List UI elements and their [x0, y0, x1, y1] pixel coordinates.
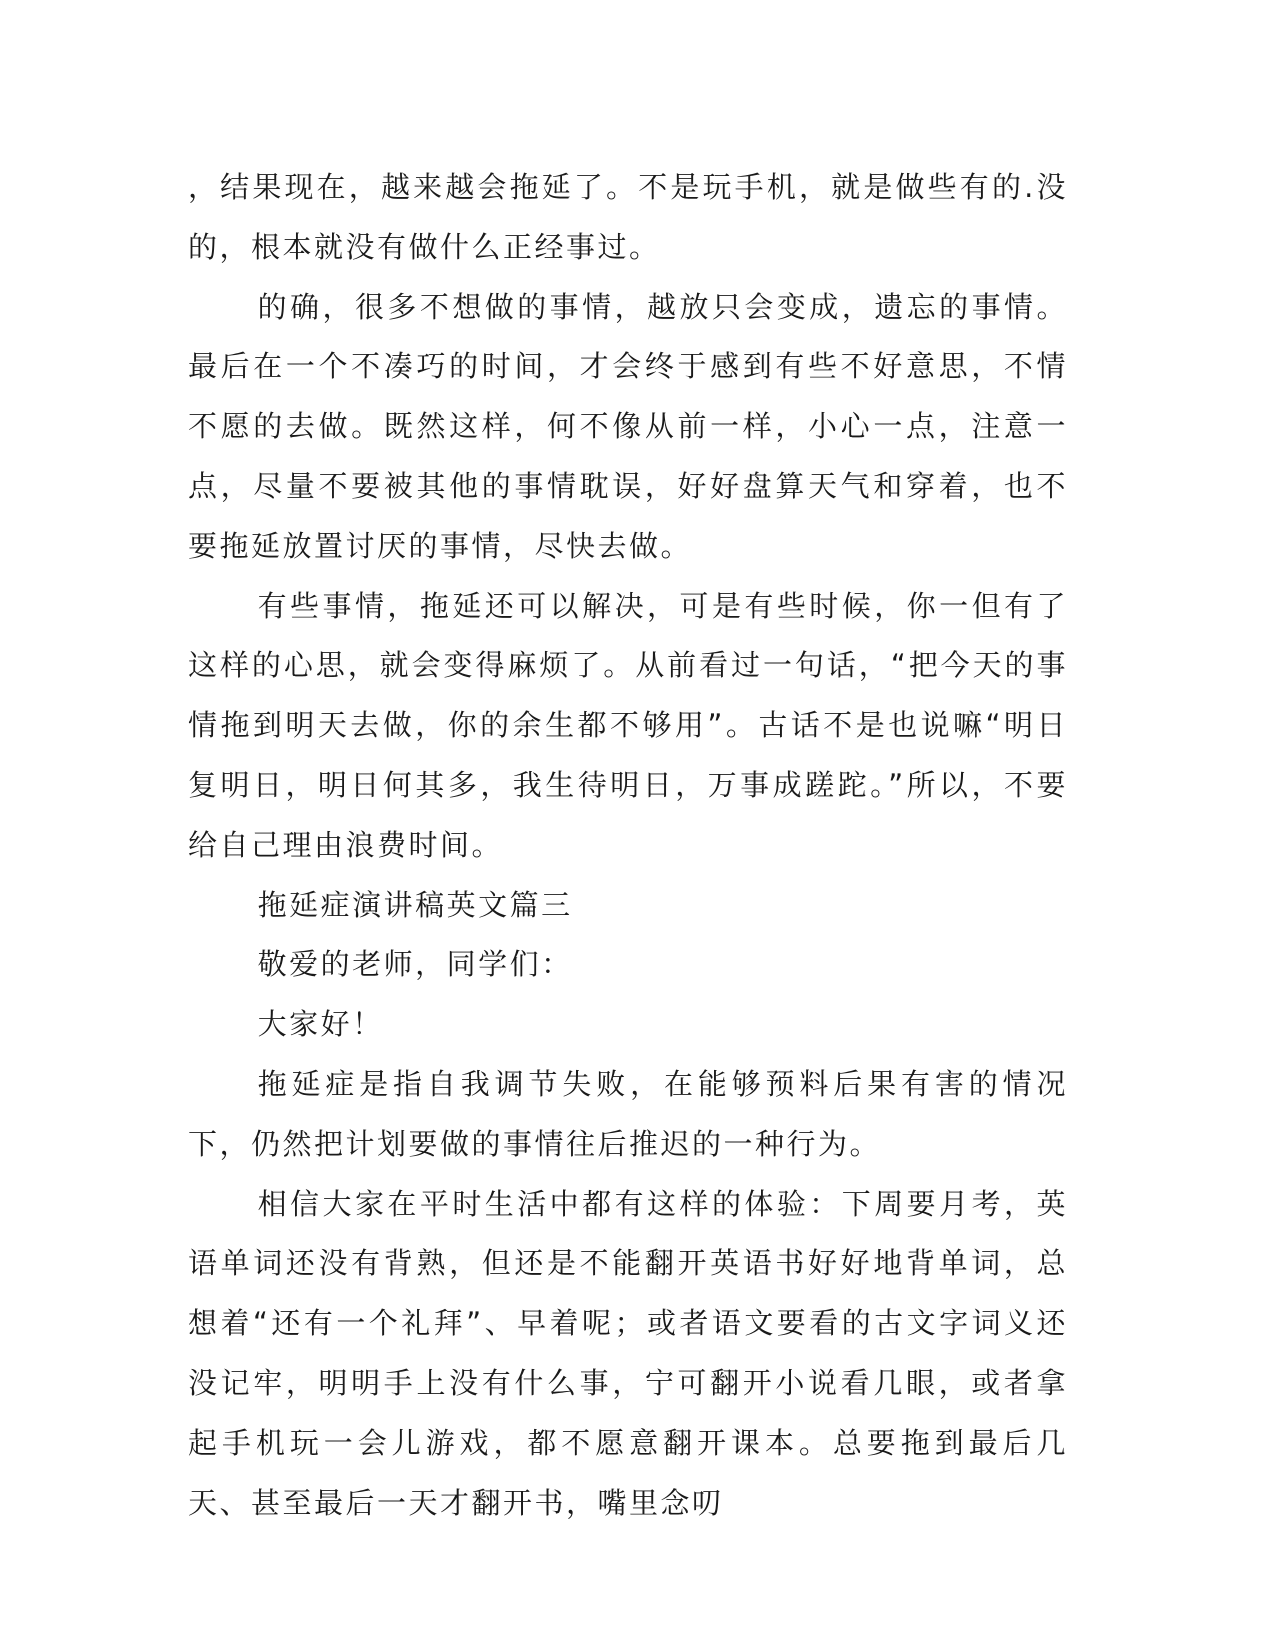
- paragraph: 拖延症是指自我调节失败，在能够预料后果有害的情况下，仍然把计划要做的事情往后推迟的一种行为。: [188, 1066, 1068, 1161]
- paragraph: 相信大家在平时生活中都有这样的体验：下周要月考，英语单词还没有背熟，但还是不能翻开英语书好好地背单词，总想着“还有一个礼拜”、早着呢；或者语文要看的古文字词义还没记牢，明明手上没有什么事，宁可翻开小说看几眼，或者拿起手机玩一会儿游戏，都不愿意翻开课本。总要拖到最后几天、甚至最后一天才翻开书，嘴里念叨: [188, 1186, 1068, 1520]
- section-heading: 拖延症演讲稿英文篇三: [257, 887, 573, 922]
- paragraph: 的确，很多不想做的事情，越放只会变成，遗忘的事情。最后在一个不凑巧的时间，才会终于感到有些不好意思，不情不愿的去做。既然这样，何不像从前一样，小心一点，注意一点，尽量不要被其他的事情耽误，好好盘算天气和穿着，也不要拖延放置讨厌的事情，尽快去做。: [188, 289, 1068, 563]
- salutation: 敬爱的老师，同学们：: [257, 947, 573, 982]
- greeting: 大家好！: [257, 1007, 384, 1042]
- paragraph: ，结果现在，越来越会拖延了。不是玩手机，就是做些有的.没的，根本就没有做什么正经事过。: [188, 170, 1068, 264]
- document-body: [188, 158, 1068, 1533]
- paragraph: 有些事情，拖延还可以解决，可是有些时候，你一但有了这样的心思，就会变得麻烦了。从前看过一句话，“把今天的事情拖到明天去做，你的余生都不够用”。古话不是也说嘛“明日复明日，明日何其多，我生待明日，万事成蹉跎。”所以，不要给自己理由浪费时间。: [188, 588, 1068, 862]
